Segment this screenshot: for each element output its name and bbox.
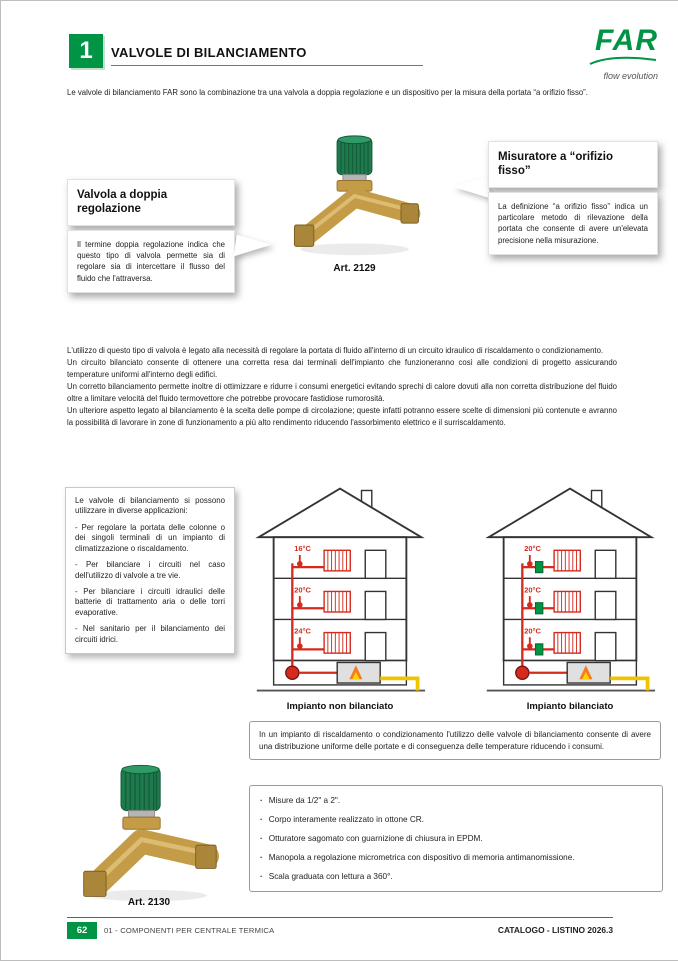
info-box: In un impianto di riscaldamento o condizionamento l'utilizzo delle valvole di bilanciamento consente di avere una distribuzione uniforme delle portate e di conseguenza delle temperature riducendo i consumi. xyxy=(249,721,661,760)
valve-outlet-nut xyxy=(401,204,418,223)
feature-item xyxy=(260,852,652,863)
callout-left-body: Il termine doppia regolazione indica che questo tipo di valvola permette sia di regolare sia di intercettare il flusso del fluido che l'attraversa. xyxy=(67,230,235,293)
valve-inlet-nut xyxy=(84,871,106,896)
valve-outlet-nut xyxy=(196,845,217,868)
feature-text: Manopola a regolazione micrometrica con dispositivo di memoria antimanomissione. xyxy=(268,853,575,863)
applications-intro: Le valvole di bilanciamento si possono utilizzare in diverse applicazioni: xyxy=(75,496,225,516)
bullet-icon: · xyxy=(260,872,263,882)
chapter-number: 1 xyxy=(79,37,93,64)
logo-swoosh-icon xyxy=(588,53,658,71)
callout-misuratore-orifizio-fisso xyxy=(488,141,658,255)
callout-left-pointer xyxy=(235,237,271,259)
footer-page-number: 62 xyxy=(67,922,97,939)
feature-text: Otturatore sagomato con guarnizione di chiusura in EPDM. xyxy=(268,834,483,844)
diagram-right-caption: Impianto bilanciato xyxy=(526,701,614,712)
applications-item: - Per regolare la portata delle colonne o dei singoli terminali di un impianto di climatizzazione o riscaldamento. xyxy=(75,522,225,553)
body-text xyxy=(67,345,617,430)
feature-text: Scala graduata con lettura a 360°. xyxy=(268,872,393,882)
valve-art-2129-label: Art. 2129 xyxy=(333,263,376,274)
valve-body xyxy=(306,198,411,237)
feature-item xyxy=(260,833,652,844)
feature-item xyxy=(260,814,652,825)
logo-tagline: flow evolution xyxy=(603,71,658,81)
callout-left-title: Valvola a doppia regolazione xyxy=(67,179,235,226)
chapter-number-box xyxy=(69,34,103,68)
intro-text: Le valvole di bilanciamento FAR sono la combinazione tra una valvola a doppia regolazione e un dispositivo per la misura della portata “a orifizio fisso”. xyxy=(67,88,588,97)
bullet-icon: · xyxy=(260,834,263,844)
feature-item xyxy=(260,871,652,882)
valve-photo-art-2129 xyxy=(277,131,432,259)
svg-text:20°C: 20°C xyxy=(294,585,311,595)
footer-rule xyxy=(67,917,613,918)
applications-item: - Nel sanitario per il bilanciamento dei circuiti idrici. xyxy=(75,624,225,644)
footer-section-label: 01 - COMPONENTI PER CENTRALE TERMICA xyxy=(104,926,275,935)
valve-collar xyxy=(128,811,154,818)
valve-knob xyxy=(337,136,372,175)
valve-bonnet xyxy=(123,817,160,829)
far-logo xyxy=(566,24,658,81)
applications-box xyxy=(65,487,235,654)
svg-text:20°C: 20°C xyxy=(524,585,541,595)
valve-art-2130-label: Art. 2130 xyxy=(127,897,171,908)
body-paragraph: Un ulteriore aspetto legato al bilanciamento è la scelta delle pompe di circolazione; queste infatti potranno essere scelte di dimensioni più contenute e avranno la possibilità di lavorare in zone di funzionamento a più alto rendimento riducendo l'assorbimento elettrico e il surriscaldamento. xyxy=(67,406,617,428)
applications-item: - Per bilanciare i circuiti nel caso dell'utilizzo di valvole a tre vie. xyxy=(75,560,225,580)
callout-right-pointer xyxy=(453,179,489,201)
valve-collar xyxy=(343,175,366,181)
feature-item xyxy=(260,795,652,806)
footer-catalog-label: CATALOGO - LISTINO 2026.3 xyxy=(497,925,613,935)
valve-inlet-nut xyxy=(294,225,313,246)
diagram-impianto-bilanciato xyxy=(481,483,659,698)
bullet-icon: · xyxy=(260,853,263,863)
body-paragraph: Un circuito bilanciato consente di ottenere una corretta resa dai terminali dell'impianto che funzioneranno così alle condizioni di progetto assicurando temperature uniformi all'interno degli edifici. xyxy=(67,358,617,380)
features-box xyxy=(249,785,663,892)
far-logo-text: FAR xyxy=(595,24,658,57)
svg-text:20°C: 20°C xyxy=(524,626,541,636)
bullet-icon: · xyxy=(260,796,263,805)
valve-photo-art-2130 xyxy=(73,763,225,903)
callout-right-body: La definizione “a orifizio fisso” indica un particolare metodo di rilevazione della portata che consente di avere un'elevata precisione nella misurazione. xyxy=(488,192,658,255)
diagram-impianto-non-bilanciato xyxy=(251,483,429,698)
valve-knob xyxy=(121,765,160,810)
diagram-left-caption: Impianto non bilanciato xyxy=(286,701,394,712)
svg-text:24°C: 24°C xyxy=(294,626,311,636)
feature-text: Misure da 1/2" a 2". xyxy=(268,796,341,805)
svg-text:20°C: 20°C xyxy=(524,544,541,554)
svg-text:16°C: 16°C xyxy=(294,544,311,554)
page-title: VALVOLE DI BILANCIAMENTO xyxy=(111,45,423,66)
body-paragraph: L'utilizzo di questo tipo di valvola è legato alla necessità di regolare la portata di fluido all'interno di un circuito idraulico di riscaldamento o condizionamento. xyxy=(67,346,604,355)
applications-item: - Per bilanciare i circuiti idraulici delle batterie di trattamento aria o delle torri evaporative. xyxy=(75,586,225,617)
bullet-icon: · xyxy=(260,815,263,825)
callout-right-title: Misuratore a “orifizio fisso” xyxy=(488,141,658,188)
feature-text: Corpo interamente realizzato in ottone CR. xyxy=(268,815,424,825)
body-paragraph: Un corretto bilanciamento permette inoltre di ottimizzare e ridurre i consumi energetici evitando sprechi di calore dovuti alla non corretta distribuzione del fluido oltre a limitare velocità del fluido termovettore che potrebbe provocare fastidiose rumorosità. xyxy=(67,382,617,404)
callout-valvola-doppia-regolazione xyxy=(67,179,235,293)
